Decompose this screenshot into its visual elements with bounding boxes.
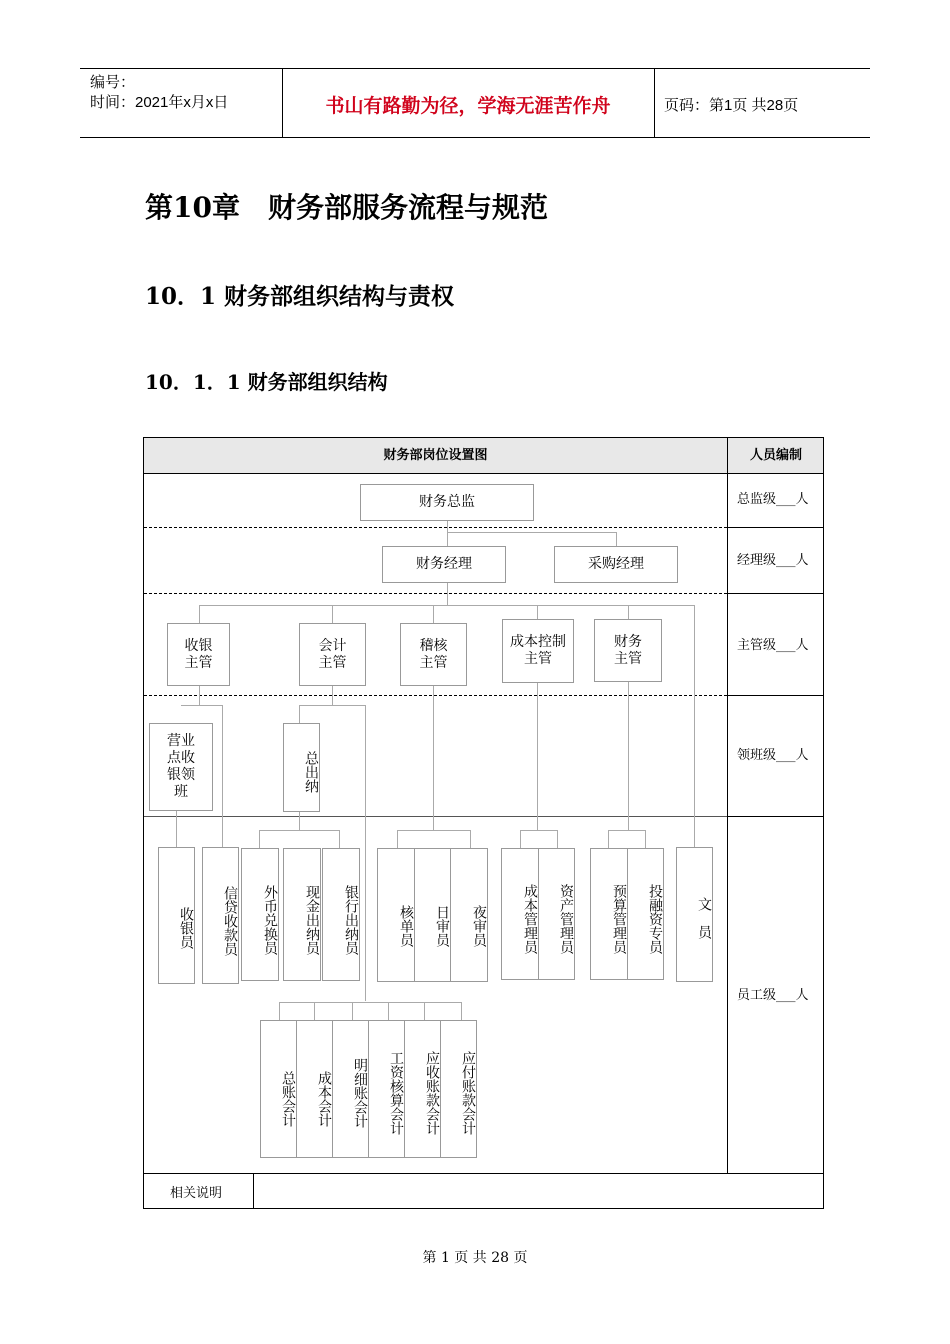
org-node-accountant: 成本会计 — [296, 1020, 333, 1158]
org-chart-table — [143, 437, 824, 1209]
connector — [199, 685, 200, 705]
connector — [645, 830, 646, 848]
org-node-cashier-supervisor: 收银主管 — [167, 623, 230, 686]
staff-divider — [727, 695, 824, 696]
org-node-finance-supervisor: 财务主管 — [594, 619, 662, 682]
connector — [299, 705, 365, 706]
level-divider — [144, 527, 727, 528]
connector — [470, 830, 471, 848]
connector — [537, 605, 538, 619]
level-divider — [144, 593, 727, 594]
connector — [352, 1002, 353, 1020]
org-node-staff: 现金出纳员 — [283, 848, 321, 981]
connector — [176, 810, 177, 847]
org-node-staff: 信贷收款员 — [202, 847, 239, 984]
org-node-accountant: 应付账款会计 — [440, 1020, 477, 1158]
connector — [259, 830, 339, 831]
header-page-info: 页码：第1页 共28页 — [664, 97, 799, 114]
org-node-staff: 日审员 — [414, 848, 451, 982]
level-label-supervisor: 主管级___人 — [737, 638, 809, 653]
header-motto: 书山有路勤为径，学海无涯苦作舟 — [325, 95, 611, 117]
connector — [537, 682, 538, 830]
org-node-audit-supervisor: 稽核主管 — [400, 623, 467, 686]
level-label-foreman: 领班级___人 — [737, 748, 809, 763]
org-node-staff: 收银员 — [158, 847, 195, 984]
connector — [520, 830, 557, 831]
doc-number-label: 编号： — [90, 74, 136, 91]
connector — [447, 583, 448, 605]
notes-column-divider — [253, 1173, 254, 1209]
connector — [332, 685, 333, 705]
org-chart-caption: 财务部岗位设置图 — [383, 448, 488, 463]
staff-divider — [727, 816, 824, 817]
page-header — [80, 68, 870, 138]
connector — [616, 532, 617, 546]
level-label-director: 总监级___人 — [737, 492, 809, 507]
org-node-accountant: 应收账款会计 — [404, 1020, 441, 1158]
level-label-manager: 经理级___人 — [737, 553, 809, 568]
connector — [222, 705, 223, 847]
header-meta — [90, 73, 228, 113]
org-node-staff: 预算管理员 — [590, 848, 628, 980]
chapter-title: 第10章 财务部服务流程与规范 — [145, 191, 548, 224]
connector — [181, 705, 222, 706]
notes-label: 相关说明 — [170, 1186, 223, 1201]
org-node-outlet-cashier-foreman: 营业点收银领班 — [149, 723, 213, 811]
column-divider — [727, 438, 728, 1173]
connector — [279, 1002, 280, 1020]
org-node-director: 财务总监 — [360, 484, 534, 521]
connector — [339, 830, 340, 848]
org-node-purchasing-manager: 采购经理 — [554, 546, 678, 583]
org-node-accountant: 工资核算会计 — [368, 1020, 405, 1158]
org-node-staff: 外币兑换员 — [241, 848, 279, 981]
connector — [314, 1002, 315, 1020]
notes-divider — [144, 1173, 824, 1174]
connector — [461, 1002, 462, 1020]
org-node-accountant: 总账会计 — [260, 1020, 297, 1158]
org-node-chief-cashier: 总出纳 — [283, 723, 320, 812]
section-title: 10．1 财务部组织结构与责权 — [145, 283, 455, 310]
connector — [608, 830, 609, 848]
connector — [608, 830, 645, 831]
connector — [628, 681, 629, 830]
org-node-staff: 银行出纳员 — [322, 848, 360, 981]
org-node-accountant: 明细账会计 — [332, 1020, 369, 1158]
connector — [397, 830, 470, 831]
connector — [199, 605, 695, 606]
connector — [424, 1002, 425, 1020]
org-node-staff: 投融资专员 — [627, 848, 664, 980]
staff-divider — [727, 527, 824, 528]
connector — [433, 605, 434, 623]
connector — [447, 520, 448, 546]
level-divider — [144, 695, 727, 696]
subsection-title: 10．1．1 财务部组织结构 — [145, 370, 388, 394]
org-node-staff: 文员 — [676, 847, 713, 982]
connector — [447, 532, 617, 533]
connector — [259, 830, 260, 848]
org-node-accounting-supervisor: 会计主管 — [299, 623, 366, 686]
connector — [332, 605, 333, 623]
org-node-staff: 成本管理员 — [501, 848, 539, 980]
org-node-cost-control-supervisor: 成本控制主管 — [502, 619, 574, 683]
connector — [365, 705, 366, 1001]
connector — [628, 605, 629, 619]
staff-divider — [727, 593, 824, 594]
connector — [299, 705, 300, 723]
doc-time-label: 时间：2021年x月x日 — [90, 94, 229, 111]
org-node-staff: 夜审员 — [450, 848, 488, 982]
connector — [299, 810, 300, 830]
connector — [199, 605, 200, 623]
page-footer: 第 1 页 共 28 页 — [422, 1250, 528, 1266]
org-node-staff: 资产管理员 — [538, 848, 575, 980]
connector — [279, 1002, 462, 1003]
connector — [433, 685, 434, 830]
staff-header: 人员编制 — [749, 448, 802, 463]
level-divider — [144, 816, 727, 817]
org-node-staff: 核单员 — [377, 848, 415, 982]
connector — [388, 1002, 389, 1020]
connector — [520, 830, 521, 848]
connector — [557, 830, 558, 848]
header-divider — [654, 69, 655, 137]
level-label-staff: 员工级___人 — [737, 988, 809, 1003]
org-node-finance-manager: 财务经理 — [382, 546, 506, 583]
connector — [397, 830, 398, 848]
